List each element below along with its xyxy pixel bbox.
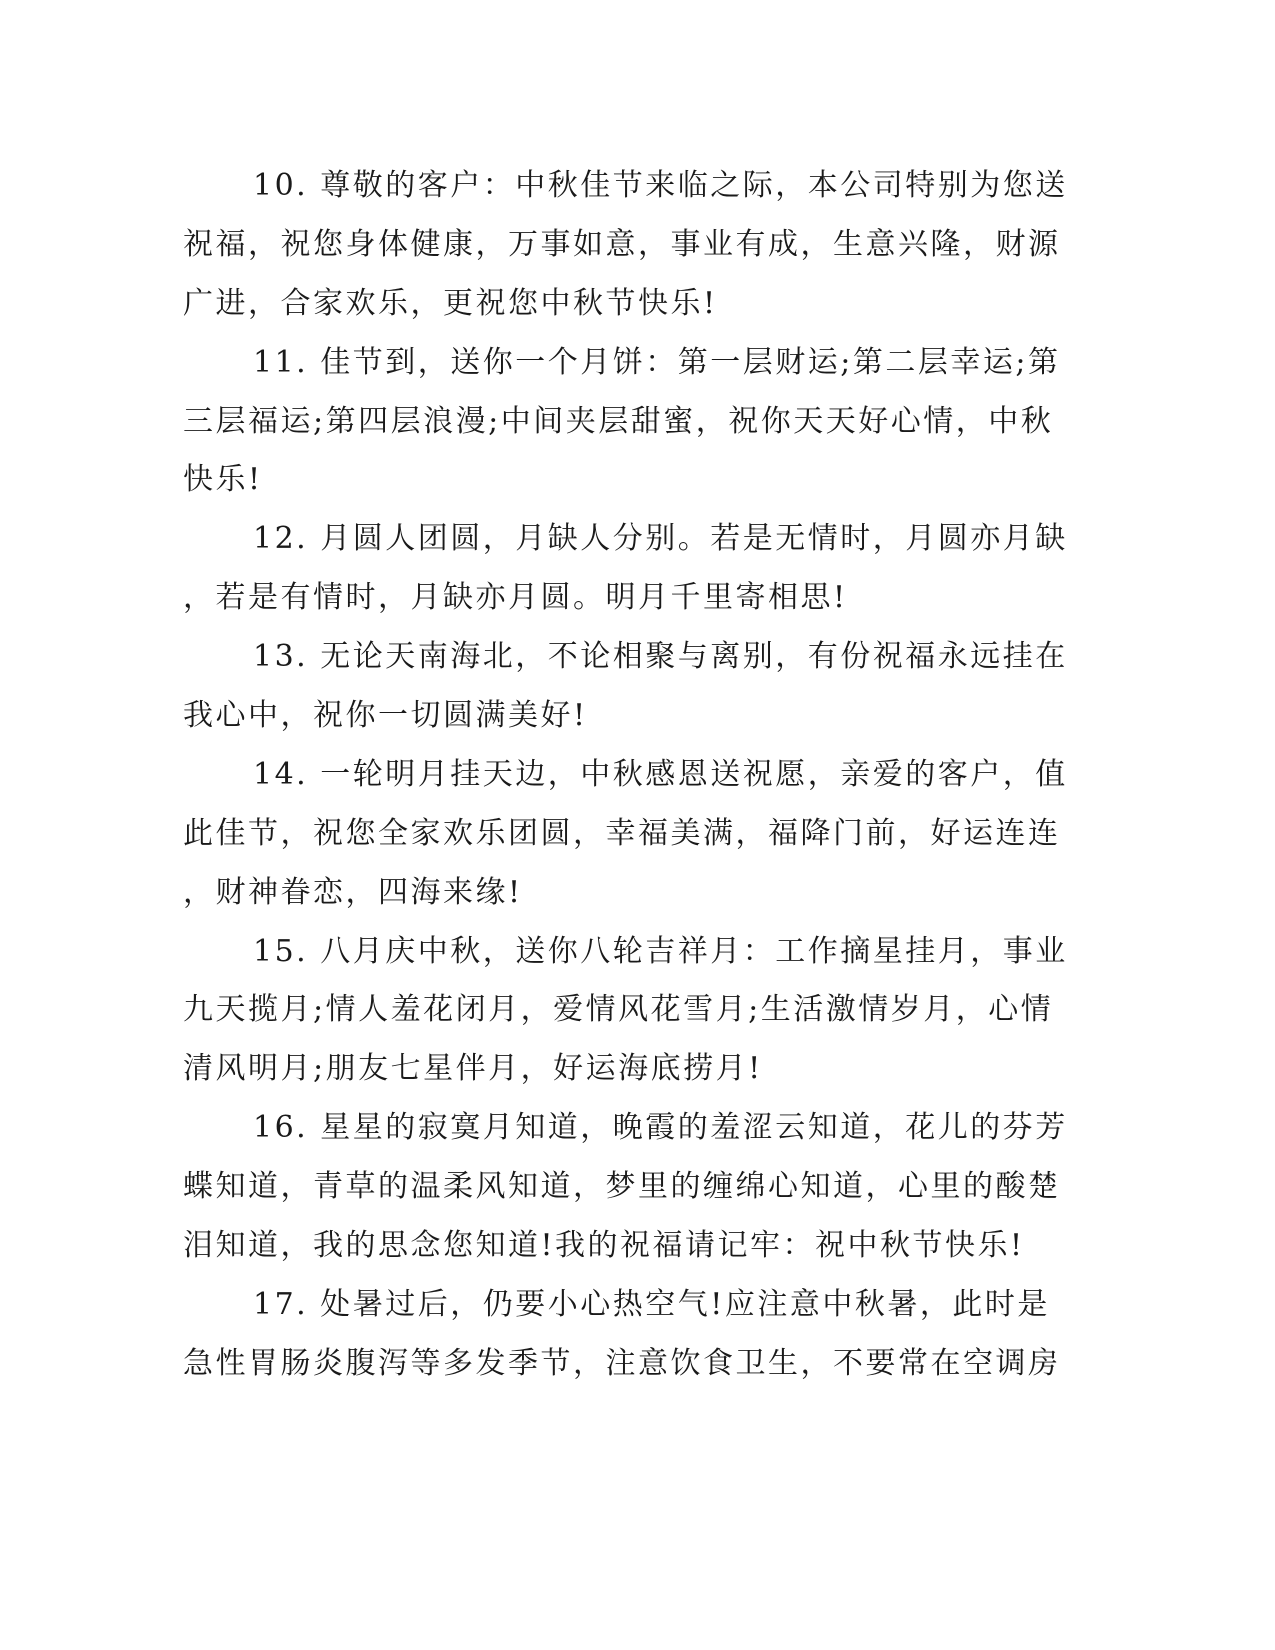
item-number: 15.	[253, 933, 309, 969]
paragraph-line: 三层福运;第四层浪漫;中间夹层甜蜜，祝你天天好心情，中秋	[183, 403, 1054, 439]
paragraph-line	[183, 628, 1068, 687]
paragraph-line: 快乐!	[183, 462, 263, 498]
paragraph-line: 泪知道，我的思念您知道!我的祝福请记牢：祝中秋节快乐!	[183, 1228, 1025, 1264]
paragraph-line: 祝福，祝您身体健康，万事如意，事业有成，生意兴隆，财源	[183, 226, 1061, 262]
paragraph-line	[183, 157, 1068, 216]
paragraph-line: 广进，合家欢乐，更祝您中秋节快乐!	[183, 285, 718, 321]
item-number: 13.	[253, 639, 309, 675]
paragraph-line: 清风明月;朋友七星伴月，好运海底捞月!	[183, 1051, 763, 1087]
item-number: 12.	[253, 521, 309, 557]
paragraph-text: 星星的寂寞月知道，晚霞的羞涩云知道，花儿的芬芳	[320, 1110, 1068, 1146]
paragraph-line: 九天揽月;情人羞花闭月，爱情风花雪月;生活激情岁月，心情	[183, 992, 1054, 1028]
paragraph-line: 急性胃肠炎腹泻等多发季节，注意饮食卫生，不要常在空调房	[183, 1345, 1061, 1381]
paragraph-text: 八月庆中秋，送你八轮吉祥月：工作摘星挂月，事业	[320, 933, 1068, 969]
item-number: 11.	[253, 344, 309, 380]
paragraph-text: 尊敬的客户：中秋佳节来临之际，本公司特别为您送	[320, 168, 1068, 203]
item-number: 10.	[253, 168, 309, 203]
paragraph-line: ，若是有情时，月缺亦月圆。明月千里寄相思!	[183, 580, 848, 616]
document-body	[183, 157, 1068, 1394]
paragraph-line: ，财神眷恋，四海来缘!	[183, 874, 523, 910]
paragraph-text: 月圆人团圆，月缺人分别。若是无情时，月圆亦月缺	[320, 521, 1068, 557]
item-number: 14.	[253, 756, 309, 792]
item-number: 17.	[253, 1286, 309, 1322]
paragraph-line: 我心中，祝你一切圆满美好!	[183, 698, 588, 734]
paragraph-line	[183, 746, 1068, 805]
item-number: 16.	[253, 1110, 309, 1146]
paragraph-text: 无论天南海北，不论相聚与离别，有份祝福永远挂在	[320, 639, 1068, 675]
paragraph-line: 此佳节，祝您全家欢乐团圆，幸福美满，福降门前，好运连连	[183, 815, 1061, 851]
paragraph-line	[183, 1099, 1068, 1158]
paragraph-text: 一轮明月挂天边，中秋感恩送祝愿，亲爱的客户，值	[320, 756, 1068, 792]
paragraph-text: 佳节到，送你一个月饼：第一层财运;第二层幸运;第	[320, 344, 1061, 380]
paragraph-line	[183, 334, 1061, 393]
paragraph-text: 处暑过后，仍要小心热空气!应注意中秋暑，此时是	[320, 1286, 1050, 1322]
paragraph-line	[183, 510, 1068, 569]
paragraph-line	[183, 1276, 1050, 1335]
paragraph-line: 蝶知道，青草的温柔风知道，梦里的缠绵心知道，心里的酸楚	[183, 1169, 1061, 1205]
paragraph-line	[183, 923, 1068, 982]
